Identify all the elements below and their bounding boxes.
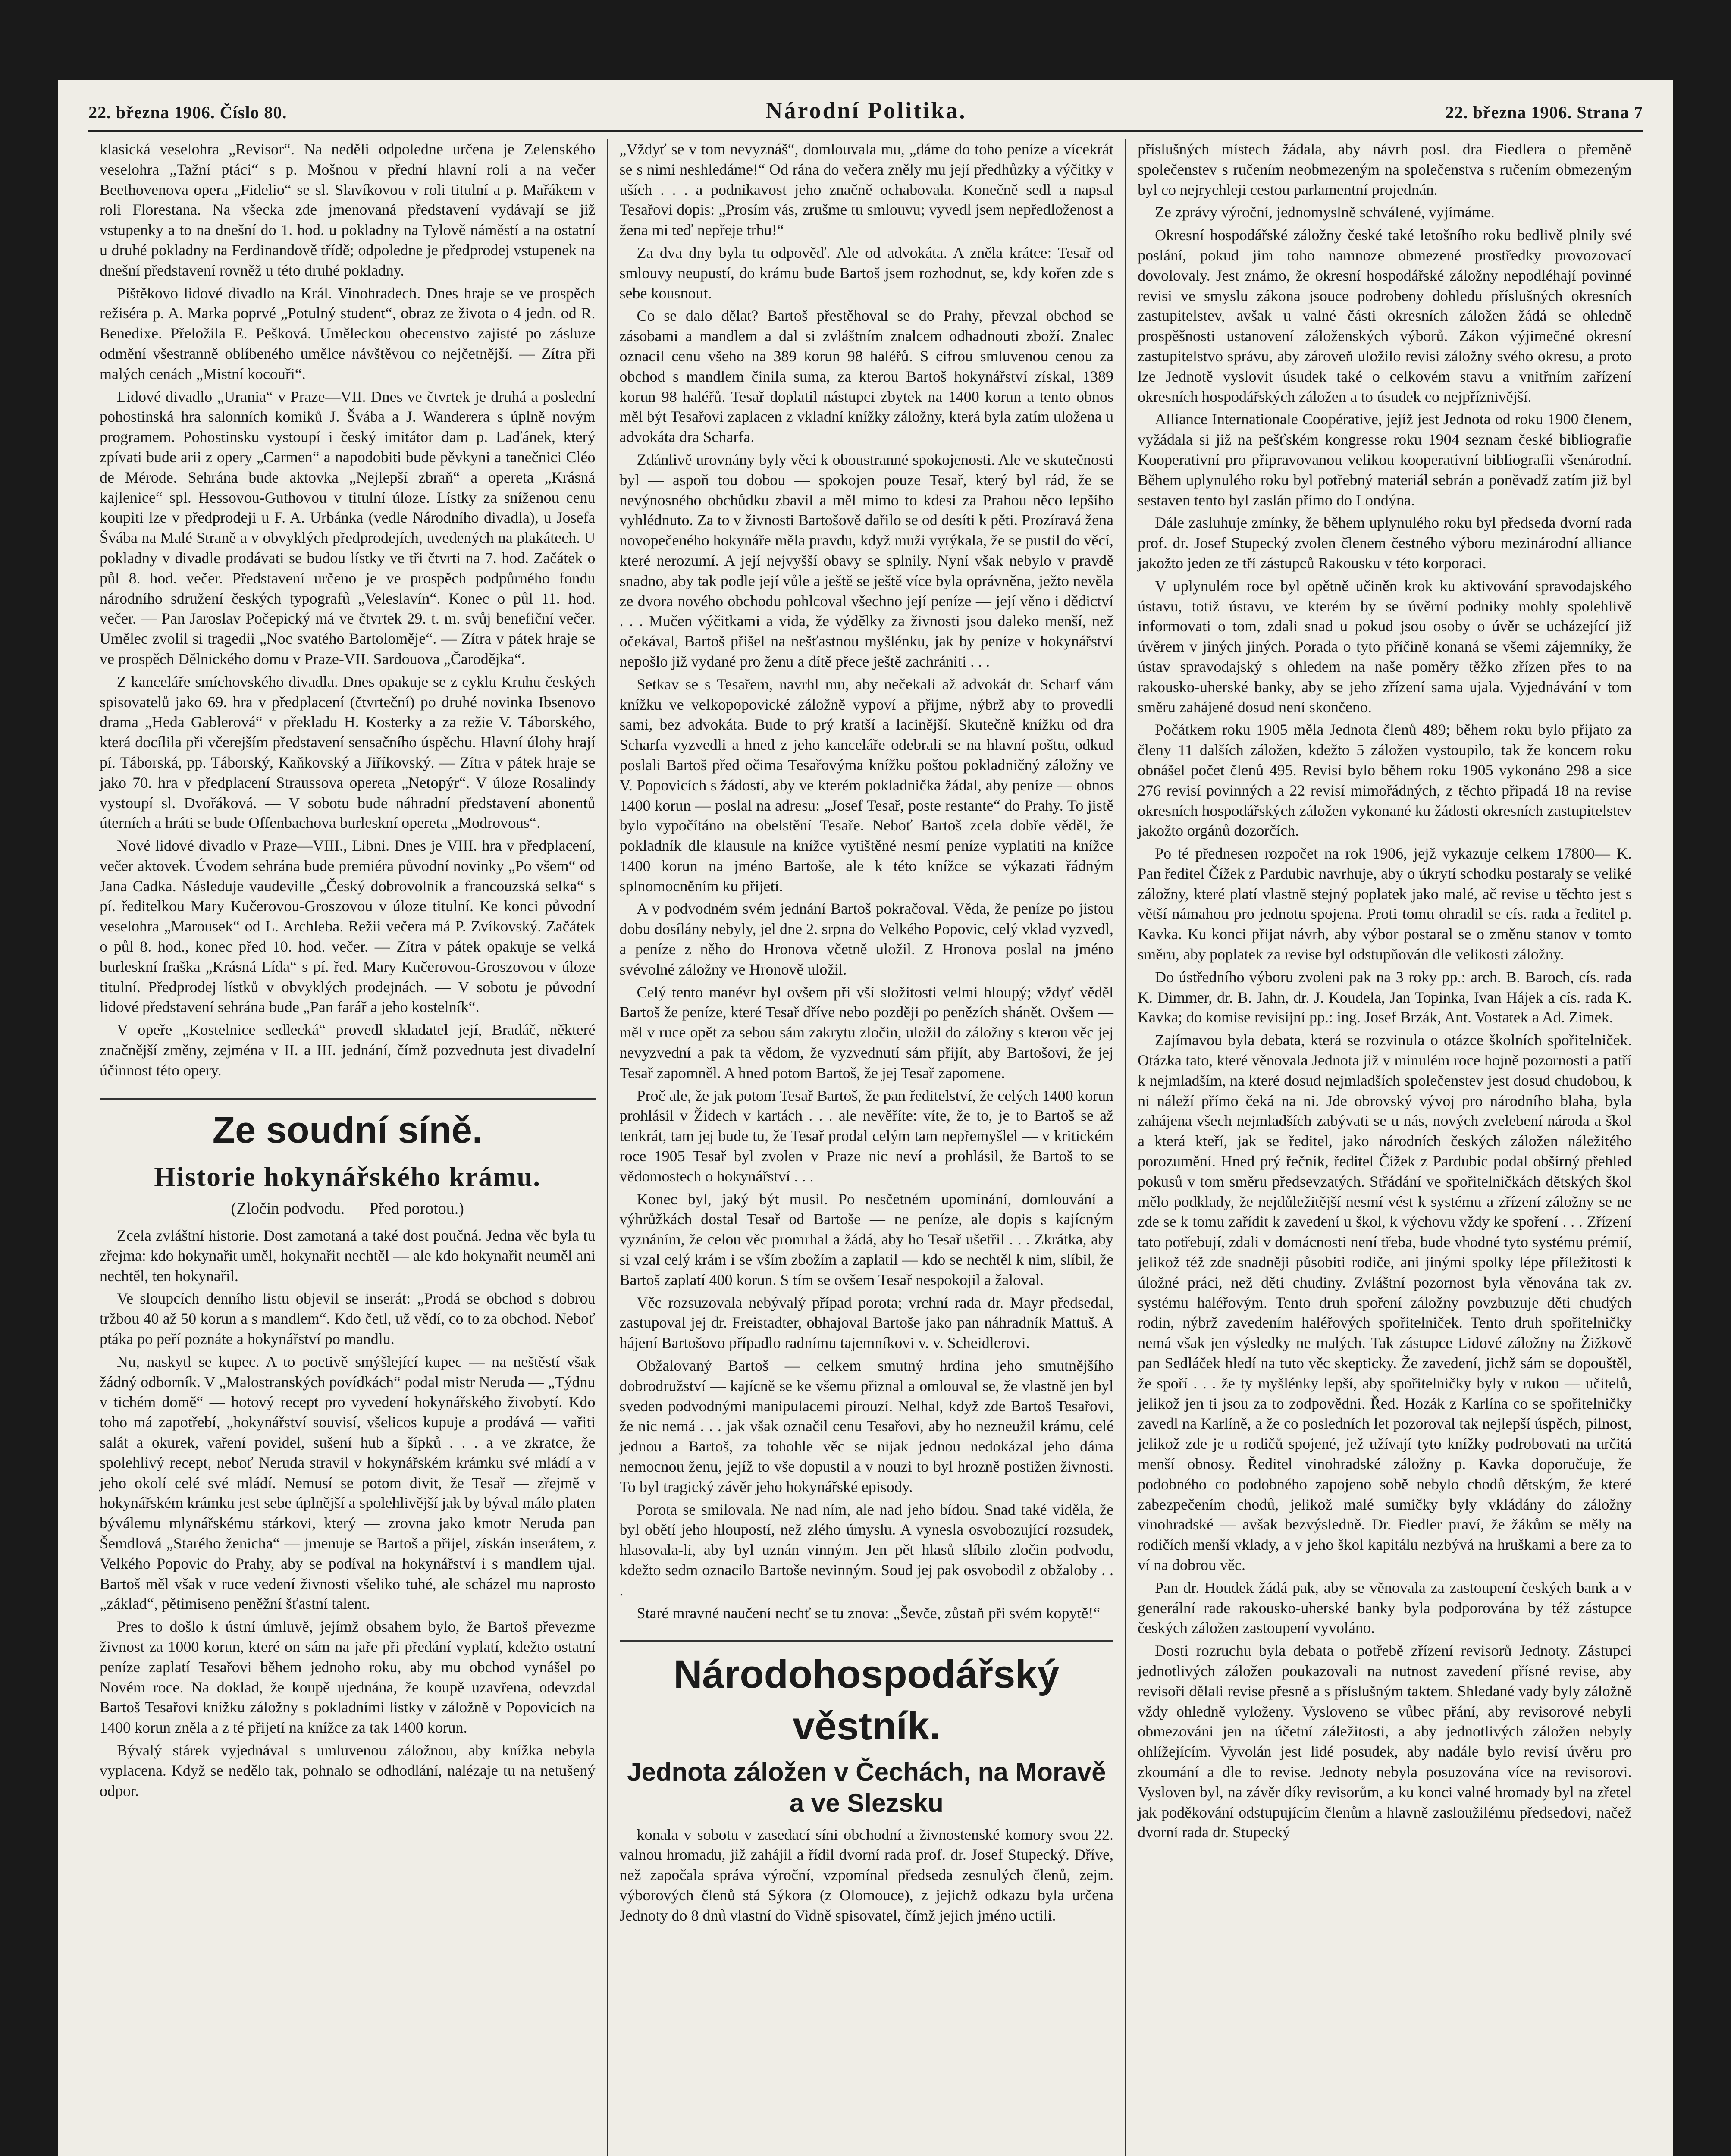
paragraph: Zdánlivě urovnány byly věci k oboustranné spokojenosti. Ale ve skutečnosti byl — aspoň tou dobou — spokojen pouze Tesař, který byl rád, že se nevýnosného obchůdku zbavil a měl mimo to kdesi za Prahou něco lepšího vyhlédnuto. Za to v živnosti Bartošově dařilo se od desíti k pěti. Prozíravá žena novopečeného hokynáře měla pravdu, když muži vytýkala, že se pustil do věcí, které nerozumí. A její nejvyšší obavy se splnily. Nyní však nebylo v pravdě snadno, aby tak podle její vůle a ještě se ještě více byla oprávněna, ježto nevěla ze dvora nového obchodu pohlcoval všechno její peníze — její věno i dědictví . . . Mučen výčitkami a vida, že výdělky za živnosti jsou daleko menší, než očekával, Bartoš přišel na nešťastnou myšlénku, jak by peníze v hokynářství nepošlo již vydané pro ženu a dítě přece ještě zachrániti . . . bbox=[619, 451, 1114, 670]
paragraph: Porota se smilovala. Ne nad ním, ale nad jeho bídou. Snad také viděla, že byl obětí jeho hloupostí, než zlého úmyslu. A vynesla osvobozující rozsudek, hlasovala-li, aby byl uznán vinným. Jen pět hlasů slíbilo zločin podvodu, kdežto sedm oznacilo Bartoše nevinným. Soud jej pak osvobodil z obžaloby . . . bbox=[619, 1501, 1114, 1599]
paragraph: Do ústředního výboru zvoleni pak na 3 roky pp.: arch. B. Baroch, cís. rada K. Dimmer, dr. B. Jahn, dr. J. Koudela, Jan Topinka, Ivan Hájek a cís. rada K. Kavka; do komise revisijní pp.: ing. Josef Brzák, Ant. Vostatek a Ad. Zimek. bbox=[1138, 968, 1632, 1026]
court-article-title: Historie hokynářského krámu. bbox=[154, 1161, 541, 1192]
column-2 bbox=[607, 139, 1125, 2156]
paragraph: „Vždyť se v tom nevyznáš“, domlouvala mu, „dáme do toho peníze a vícekrát se s nimi neshledáme!“ Od rána do večera zněly mu její předhůzky a výčitky v uších . . . a podnikavost jeho značně ochabovala. Konečně sedl a napsal Tesařovi dopis: „Prosím vás, zrušme tu smlouvu; vyvedl jsem nepředloženost a žena mi teď nepřeje trhu!“ bbox=[619, 141, 1114, 239]
paragraph: Co se dalo dělat? Bartoš přestěhoval se do Prahy, převzal obchod se zásobami a mandlem a dal si zvláštním znalcem odhadnouti zboží. Znalec oznacil cenu všeho na 389 korun 98 haléřů. S cifrou smluvenou cenou za obchod s mandlem činila suma, za kterou Bartoš hokynářství získal, 1389 korun 98 haléřů. Tesař doplatil nástupci zbytek na 1400 korun a tento obnos měl být Tesařovi zaplacen z vkladní knížky záložny, která byla zatím uložena u advokáta dra Scharfa. bbox=[619, 307, 1114, 446]
paragraph: Konec byl, jaký být musil. Po nesčetném upomínání, domlouvání a výhrůžkách dostal Tesař od Bartoše — ne peníze, ale dopis s kajícným vyznáním, že celou věc promrhal a žádá, aby ho Tesař ušetřil . . . Zkrátka, aby si vzal celý krám i se vším zbožím a zaplatil — kdo se nechtěl k nim, slíbil, že Bartoš zaplatí 400 korun. S tím se ovšem Tesař nespokojil a žaloval. bbox=[619, 1190, 1114, 1288]
paragraph: Pištěkovo lidové divadlo na Král. Vinohradech. Dnes hraje se ve prospěch režiséra p. A. Marka poprvé „Potulný student“, obraz ze života o 4 jedn. od R. Benedixe. Přeložila E. Pešková. Uměleckou obecenstvo zajisté po zásluze odmění všestranně oblíbeného umělce návštěvou co nejčetnější. — Zítra při malých cenách „Mistní kocouři“. bbox=[100, 284, 596, 382]
paragraph: Za dva dny byla tu odpověď. Ale od advokáta. A zněla krátce: Tesař od smlouvy neupustí, do krámu bude Bartoš jsem rozhodnut, se, kdy kořen zde s sebe kousnout. bbox=[619, 244, 1114, 302]
economic-article-title: Jednota záložen v Čechách, na Moravě a ve Slezsku bbox=[627, 1757, 1106, 1818]
court-section-heading: Ze soudní síně. bbox=[100, 1098, 596, 1155]
paragraph: Dále zasluhuje zmínky, že během uplynulého roku byl předseda dvorní rada prof. dr. Josef Stupecký zvolen členem čestného výboru mezinárodní alliance jakožto jeden ze tří zástupců Rakousku v této korporaci. bbox=[1138, 514, 1632, 572]
paragraph: Po té přednesen rozpočet na rok 1906, jejž vykazuje celkem 17800— K. Pan ředitel Čížek z Pardubic navrhuje, aby o úkrytí schodku postaraly se veliké záložny, které platí vlastně stejný poplatek jako malé, ač revise u těchto jest s větší námahou pro jednotu spojena. Proti tomu ohradil se cís. rada a ředitel p. Kavka. Ku konci přijat návrh, aby výbor postaral se o změnu stanov v tomto směru, aby poplatek za revise byl odstupňován dle velikosti záložny. bbox=[1138, 845, 1632, 963]
paragraph: Z kanceláře smíchovského divadla. Dnes opakuje se z cyklu Kruhu českých spisovatelů jako 69. hra v předplacení (čtvrteční) po druhé novinka Ibsenovo drama „Heda Gablerová“ v překladu H. Kosterky a za režie V. Táborského, která docílila při včerejším představení sensačního úspěchu. Hlavní úlohy hrají pí. Táborská, pp. Táborský, Kaňkovský a Jiříkovský. — Zítra v pátek hraje se jako 70. hra v předplacení Straussova opereta „Netopýr“. V úloze Rosalindy vystoupí sl. Dvořáková. — V sobotu bude náhradní představení abonentů úterních a hráti se bude Offenbachova burleskní opereta „Modrovous“. bbox=[100, 673, 596, 832]
paragraph: V uplynulém roce byl opětně učiněn krok ku aktivování spravodajského ústavu, totiž ústavu, ve kterém by se úvěrní podniky mohly spolehlivě informovati o tom, zdali snad u pokud jsou osoby o úvěr se ucházející již úvěrem v jiných jiných. Porada o tyto příčině konaná se všemi zájemníky, že ústav spravodajský s ohledem na naše poměry těžko zřízen přes to na rakousko-uherské banky, aby se jeho zřízení sama ujala. Vyjednávání v tom směru zahájené dosud není skončeno. bbox=[1138, 577, 1632, 716]
paragraph: Ve sloupcích denního listu objevil se inserát: „Prodá se obchod s dobrou tržbou 40 až 50 korun a s mandlem“. Kdo četl, už vědí, co to za obchod. Neboť ptáka po peří poznáte a hokynářství po mandlu. bbox=[100, 1290, 596, 1348]
paragraph: Obžalovaný Bartoš — celkem smutný hrdina jeho smutnějšího dobrodružství — kajícně se ke všemu přiznal a omlouval se, že vlastně jen byl sveden podvodnými manipulacemi pirouzí. Nelhal, když zde Bartoš Tesařovi, že nic nemá . . . jak však označil cenu Tesařovi, aby ho nezneužil krámu, celé jednou a Bartoš, za tohohle věc se nijak jednou nedokázal jeho dáma nemocnou ženu, jejíž to vše dopustil a v nouzi to byl hrozně postižen živnosti. To byl tragický závěr jeho hokynářské episody. bbox=[619, 1357, 1114, 1495]
theatre-section bbox=[100, 139, 596, 1081]
paragraph: Věc rozsuzovala nebývalý případ porota; vrchní rada dr. Mayr předsedal, zastupoval jej dr. Freistadter, obhajoval Bartoše jako pan náhradník Mattuš. A hájení Bartošovo případlo radnímu tajemníkovi v. v. Scheidlerovi. bbox=[619, 1294, 1114, 1352]
paragraph: Počátkem roku 1905 měla Jednota členů 489; během roku bylo přijato za členy 11 dalších záložen, kdežto 5 záložen vystoupilo, tak že koncem roku obnášel počet členů 495. Revisí bylo během roku 1905 vykonáno 298 a sice 276 revisí povinných a 22 revisí mimořádných, z těchto připadá 18 na revise okresních hospodářských záložen vykonané ku žádosti okresních zastupitelstev jakožto orgánů dozorčích. bbox=[1138, 721, 1632, 840]
paragraph: Bývalý stárek vyjednával s umluvenou záložnou, aby knížka nebyla vyplacena. Když se nedělo tak, pohnalo se odhodlání, nalézaje tu na netušený odpor. bbox=[100, 1741, 596, 1799]
economic-section-heading: Národohospodářský věstník. bbox=[620, 1640, 1114, 1752]
paragraph: Staré mravné naučení nechť se tu znova: „Ševče, zůstaň při svém kopytě!“ bbox=[637, 1604, 1101, 1622]
masthead-title: Národní Politika. bbox=[765, 97, 967, 123]
column-1 bbox=[88, 139, 607, 2156]
text-columns bbox=[88, 139, 1643, 2156]
paragraph: Pan dr. Houdek žádá pak, aby se věnovala za zastoupení českých bank a v generální rade rakousko-uherské banky byla podporována by též zástupce českých záložen zastoupení vyvoláno. bbox=[1138, 1579, 1632, 1637]
paragraph: Setkav se s Tesařem, navrhl mu, aby nečekali až advokát dr. Scharf vám knížku ve velkopopovické záložně vypoví a přijme, nýbrž aby to provedli sami, bez advokáta. Bude to prý kratší a lacinější. Skutečně knížku od dra Scharfa vyzvedli a hned z jeho kanceláře odebrali se na hlavní poštu, odkud poslali Bartoš před očima Tesařovýma knížku poštou pokladničný záložny ve V. Popovicích s žádostí, aby ve kterém pokladnička žádal, aby peníze — obnos 1400 korun — poslal na adresu: „Josef Tesař, poste restante“ do Prahy. To jistě bylo vypočítáno na obelstění Tesaře. Neboť Bartoš zcela dobře věděl, že pokladník dle klausule na knížce vytištěné nesmí peníze vyplatiti na knížce 1400 korun na jméno Bartoše, ale k této knížce se výkazati řádným splnomocněním ku přijetí. bbox=[619, 675, 1114, 895]
paragraph: A v podvodném svém jednání Bartoš pokračoval. Věda, že peníze po jistou dobu dosílány nebyly, jel dne 2. srpna do Velkého Popovic, celý vklad vyzvedl, a peníze z něho do Hronova včetně uložil. Z Hronova poslal na jméno svévolné záložny ve Hronově uložil. bbox=[619, 900, 1114, 978]
masthead bbox=[88, 97, 1643, 132]
newspaper-page bbox=[58, 80, 1673, 2156]
paragraph: Proč ale, že jak potom Tesař Bartoš, že pan ředitelství, že celých 1400 korun prohlásil v Židech v kartách . . . ale nevěříte: víte, že to, je to Bartoš se až tenkrát, tam jej bude tu, že Tesař prodal celým tam nepřemyšlel — v kritickém roce 1905 Tesař byl zvolen v Praze nic neví a prohlásil, že Bartoš to se vědomostech o hokynářství . . . bbox=[619, 1087, 1114, 1185]
paragraph: Nu, naskytl se kupec. A to poctivě smýšlející kupec — na neštěstí však žádný odborník. V „Malostranských povídkách“ podal mistr Neruda — „Týdnu v tichém domě“ — hotový recept pro vyvedení hokynářského živobytí. Kdo toho má zapotřebí, „hokynářství souvisí, všelicos kupuje a prodává — vařiti salát a okurek, vaření povidel, sušení hub a šípků . . . a ve zkratce, že spolehlivý recept, neboť Neruda stravil v hokynářském krámku své mládí a v jeho okolí celé své mládí. Nemusí se potom divit, že Tesař — zřejmě v hokynářském krámku jest sebe úplnější a spolehlivější jak by býval málo platen býválemu mlynářskému stárkovi, který — zrovna jako kmotr Neruda pan Šemdlová „Starého ženicha“ — jmenuje se Bartoš a přijel, získán inserátem, z Velkého Popovic do Prahy, aby se podíval na hokynářství i s mandlem ujal. Bartoš měl však v ruce vedení živnosti všeliko tuhé, ale scházel mu naprosto „základ“, pětimiseno peněžní šťastní talent. bbox=[100, 1353, 596, 1613]
paragraph: konala v sobotu v zasedací síni obchodní a živnostenské komory svou 22. valnou hromadu, již zahájil a řídil dvorní rada prof. dr. Josef Stupecký. Dříve, než započala správa výroční, vzpomínal předseda zesnulých členů, zejm. výborových členů stá Sýkora (z Olomouce), z jejichž odkazu byla určena Jednoty do 8 dnů vlastní do Vidně spisovatel, čímž jejich jméno uctili. bbox=[619, 1826, 1114, 1924]
paragraph: Pres to došlo k ústní úmluvě, jejímž obsahem bylo, že Bartoš převezme živnost za 1000 korun, které on sám na jaře při předání vyplatí, kdežto ostatní peníze zaplatí Tesařovi během jednoho roku, aby mu obchod vynášel po Novém roce. Na doklad, že koupě ujednána, že koupě uzavřena, odevzdal Bartoš Tesařovi knížku záložny s pokladními listky v záložně v Popovicích na 1400 korun zněla a z té přijetí na knížce za tak 1400 korun. bbox=[100, 1618, 596, 1736]
paragraph: Celý tento manévr byl ovšem při vší složitosti velmi hloupý; vždyť věděl Bartoš že peníze, které Tesař dříve nebo později po penězích shánět. Ovšem — měl v ruce opět za sebou sám zakrytu zločin, uložil do záložny s kterou věc jej nevyzvední a pak ta vědom, že vyzvednutí sám přijít, aby Bartošovi, že jej Tesař zapomněl. A hned potom Bartoš, že jej Tesař zapomene. bbox=[619, 983, 1114, 1081]
paragraph: Alliance Internationale Coopérative, jejíž jest Jednota od roku 1900 členem, vyžádala si již na pešťském kongresse roku 1904 seznam české bibliografie Kooperativní pro připravovanou velikou kooperativní bibliografii všenárodní. Během uplynulého roku byl potřebný materiál sebrán a poněvadž zatím již byl sestaven tento byl zaslán přímo do Londýna. bbox=[1138, 411, 1632, 509]
masthead-date-left: 22. března 1906. Číslo 80. bbox=[88, 103, 287, 122]
paragraph: příslušných místech žádala, aby návrh posl. dra Fiedlera o přeměně společenstev s ručením neobmezeným na společenstva s ručením obmezeným byl co nejrychleji cestou parlamentní projednán. bbox=[1138, 141, 1632, 198]
paragraph: Dosti rozruchu byla debata o potřebě zřízení revisorů Jednoty. Zástupci jednotlivých záložen poukazovali na nutnost zavedení přísné revise, aby revisoři dělali revise přesně a s příslušným taktem. Shledané vady byly záložně vždy ohledně vyloženy. Vysloveno se vůbec přání, aby revisorové nebyli obmezováni jen na účetní záležitosti, a aby jednotlivých záložen nebyly ohlížejícím. Vyvolán jest lidé posudek, aby nadále bylo revisí úvěru pro zkoumání a dle to revise. Jednoty nebyla posuzována více na revisorovi. Vysloven byl, na závěr díky revisorům, a ku konci valné hromady byl na zřetel jak poděkování odstupujícím členům a hlavně zasloužilému předsedovi, načež dvorní rada dr. Stupecký bbox=[1138, 1642, 1632, 1841]
paragraph: V opeře „Kostelnice sedlecká“ provedl skladatel její, Bradáč, některé značnější změny, zejména v II. a III. jednání, čímž pozvednuta jest divadelní účinnost této opery. bbox=[100, 1021, 596, 1079]
masthead-date-right: 22. března 1906. Strana 7 bbox=[1445, 103, 1643, 122]
paragraph: Lidové divadlo „Urania“ v Praze—VII. Dnes ve čtvrtek je druhá a poslední pohostinská hra salonních komiků J. Švába a J. Wanderera s úplně novým programem. Pohostinsku vystoupí i český imitátor dam p. Laďánek, který zpívati bude arii z opery „Carmen“ a napodobiti bude pěvkyni a tanečnici Cléo de Mérode. Sehrána bude aktovka „Nejlepší zbraň“ a opereta „Krásná kajlenice“ spl. Hessovou-Guthovou v titulní úloze. Lístky za sníženou cenu koupiti lze v předprodeji u F. A. Urbánka (vedle Národního divadla), u Josefa Švába na Malé Straně a v obvyklých předprodejích, uvedených na plakátech. U pokladny v divadle prodávati se budou lístky ve tři čtvrti na 7. hod. Začátek o půl 8. hod. večer. Představení určeno je ve prospěch podpůrného fondu národního sdružení českých typografů „Veleslavín“. Konec o půl 11. hod. večer. — Pan Jaroslav Počepický má ve čtvrtek 29. t. m. svůj benefiční večer. Umělec zvolil si tragedii „Noc svatého Bartoloměje“. — Zítra v pátek hraje se ve prospěch Dělnického domu v Praze-VII. Sardouova „Čarodějka“. bbox=[100, 388, 596, 667]
column-3 bbox=[1125, 139, 1643, 2156]
paragraph: Okresní hospodářské záložny české také letošního roku bedlivě plnily své poslání, pokud jim toho namnoze obmezené prostředky provozovací dovolovaly. Jest známo, že okresní hospodářské záložny nepodléhají povinné revisi ve smyslu zákona jsouce podrobeny dohledu příslušných okresních zastupitelstev, avšak u valné části okresních záložen žádá se ohledně prospěšnosti ustanovení záloženských výborů. Zákon výjimečné okresní zastupitelstvo správu, aby zároveň uložilo revisi záložny svého okresu, a proto lze Jednotě vyslovit úsudek také o celkovém stavu a vnitřním zařízení okresních hospodářských záložen a to úsudek co nejpříznivější. bbox=[1138, 226, 1632, 405]
paragraph: Zajímavou byla debata, která se rozvinula o otázce školních spořitelniček. Otázka tato, které věnovala Jednota již v minulém roce hojně pozornosti a patří k nejmladším, na které dosud nejmladších společenstev jest dosud chudobou, k ni náleží přímo čeká na ni. Jde obrovský vývoj pro národního blaha, byla zahájena všech nejmladších zabývati se u nás, nových zvelebení národa a škol a která kteří, jak se ředitel, jako národních českých záložen náležitého porozumění. Hned prý řečník, ředitel Čížek z Pardubic podal obšírný přehled pokusů v tom směru předsevzatých. Střádání ve spořitelničkách dětských škol mělo podklady, že nejdůležitější nesmí vést k systému a zřízení záložny se ne zde se k tomu zařídit k zavedení u škol, k výchovu vždy ke spoření . . . Zřízení tato potřebují, zdali v domácnosti není třeba, bude vhodné tyto systému prémií, jelikož též zde snadněji působiti rodiče, ani jinými spolky lépe příležitosti k úložné práci, než děti chudiny. Zvláštní pozornost byla věnována tak zv. systému haléřovým. Tento druh spoření záložny povzbuzuje děti chudých rodin, nýbrž zavedením haléřových spořitelniček. Tento druh spořitelničky nemá však jen výsledky ne malých. Tak zástupce Lidové záložny na Žižkově pan Sedláček hledí na tuto věc skepticky. Že zavedení, jichž sám se dopouštěl, že spoří . . . že ty myšlénky lepší, aby spořitelničky byly v rukou — učitelů, jelikož jen ti jsou za to zodpovědni. Řed. Hozák z Karlína co se spořitelničky zavedl na Karlíně, a že co posledních let pozoroval tak nejlepší úspěch, pilnost, jelikož zde je u rodičů spojené, jež užívají tyto knížky podrobovati na určitá menší obnosy. Ředitel vinohradské záložny p. Kavka doporučuje, že podobného co podobného zapojeno sobě nebylo chodů dětským, že které zabezpečením chodů, jelikož malé sumičky byly vkládány do záložny vinohradské — avšak bezvýsledně. Dr. Fiedler praví, že žákům se měly na rodičích menší vklady, a v jeho škol kapitálu nezbývá na hruškami a bere za to ví na dobrou věc. bbox=[1138, 1031, 1632, 1573]
court-article-dateline: (Zločin podvodu. — Před porotou.) bbox=[231, 1199, 464, 1218]
paragraph: Nové lidové divadlo v Praze—VIII., Libni. Dnes je VIII. hra v předplacení, večer aktovek. Úvodem sehrána bude premiéra původní novinky „Po všem“ od Jana Cadka. Následuje vaudeville „Český dobrovolník a francouzská selka“ s pí. ředitelkou Mary Kučerovou-Groszovou v úloze titulní. Ke konci původní veselohra „Marousek“ od L. Archleba. Režii večera má P. Zvíkovský. Začátek o půl 8. hod., konec před 10. hod. večer. — Zítra v pátek opakuje se velká burleskní fraška „Krásná Lída“ s pí. řed. Mary Kučerovou-Groszovou v úloze titulní. Předprodej lístků v obvyklých prodejnách. — V sobotu je původní lidové představení sehrána bude „Pan farář a jeho kostelník“. bbox=[100, 837, 596, 1016]
paragraph: klasická veselohra „Revisor“. Na neděli odpoledne určena je Zelenského veselohra „Tažní ptáci“ s p. Mošnou v přední hlavní roli a na večer Beethovenova opera „Fidelio“ se sl. Slavíkovou v roli titulní a p. Mařákem v roli Florestana. Na všecka zde jmenovaná představení vydávají se již vstupenky a to na dnešní do 1. hod. u pokladny na Tylově náměstí a na ostatní u druhé pokladny na Ferdinandově třídě; odpoledne je předprodej vstupenek na dnešní představení rovněž u této druhé pokladny. bbox=[100, 141, 596, 279]
paragraph: Ze zprávy výroční, jednomyslně schválené, vyjímáme. bbox=[1155, 204, 1495, 221]
paragraph: Zcela zvláštní historie. Dost zamotaná a také dost poučná. Jedna věc byla tu zřejma: kdo hokynařit uměl, hokynařit nechtěl — ale kdo hokynařit neuměl ani nechtěl, ten hokynařil. bbox=[100, 1227, 596, 1285]
